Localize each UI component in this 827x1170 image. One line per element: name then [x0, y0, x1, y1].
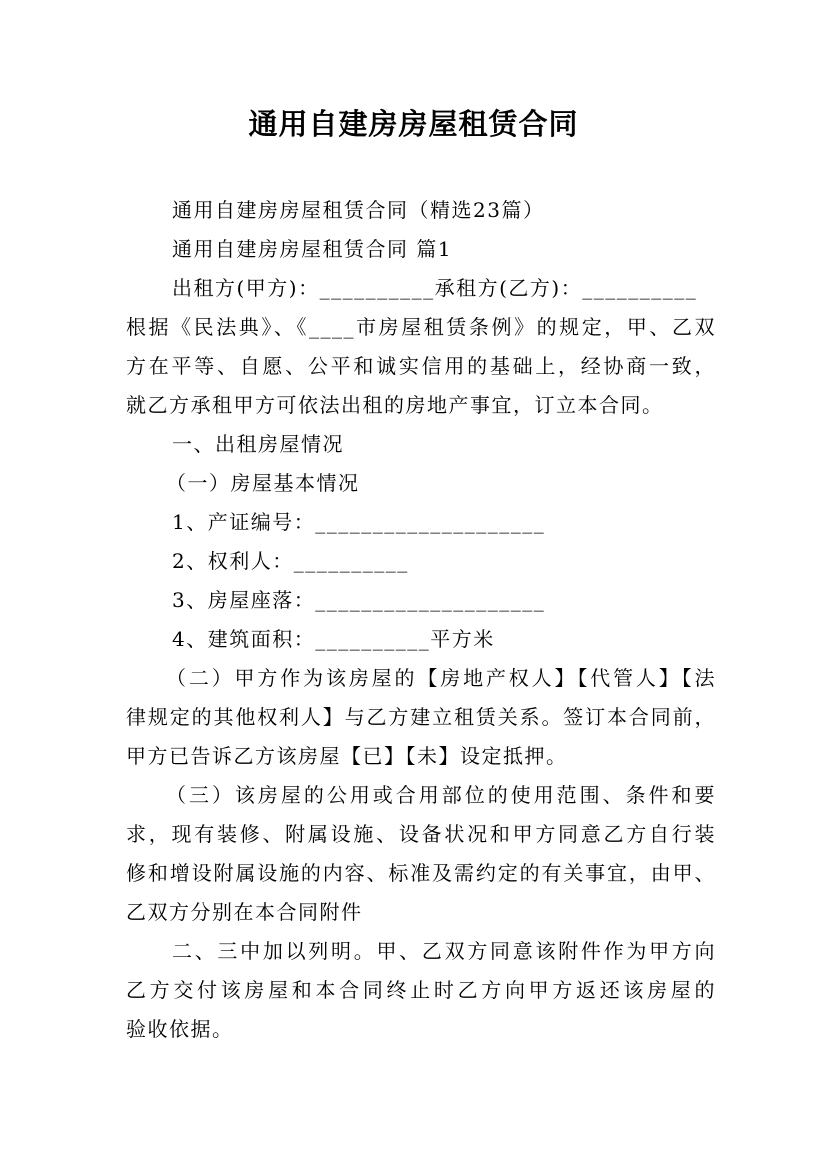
- paragraph-line: 就乙方承租甲方可依法出租的房地产事宜，订立本合同。: [126, 393, 664, 417]
- document-body: [126, 191, 716, 1049]
- subtitle-line: 通用自建房房屋租赁合同（精选23篇）: [172, 198, 545, 222]
- paragraph-line: （三）该房屋的公用或合用部位的使用范围、条件和要: [166, 783, 716, 807]
- paragraph-line: 律规定的其他权利人】与乙方建立租赁关系。签订本合同前，: [126, 705, 716, 729]
- paragraph-line: 二、三中加以列明。甲、乙双方同意该附件作为甲方向: [172, 939, 716, 963]
- paragraph-line: （二）甲方作为该房屋的【房地产权人】【代管人】【法: [166, 666, 716, 690]
- sub-clause-heading: （一）房屋基本情况: [166, 471, 360, 495]
- field-line: 1、产证编号：____________________: [172, 510, 546, 534]
- paragraph-line: 方在平等、自愿、公平和诚实信用的基础上，经协商一致，: [126, 354, 716, 378]
- document-title: 通用自建房房屋租赁合同: [248, 107, 579, 141]
- paragraph-line: 修和增设附属设施的内容、标准及需约定的有关事宜，由甲、: [126, 861, 716, 885]
- paragraph-line: 甲方已告诉乙方该房屋【已】【未】设定抵押。: [126, 744, 568, 768]
- paragraph-line: 根据《民法典》、《____市房屋租赁条例》的规定，甲、乙双: [126, 315, 716, 339]
- paragraph-line: 求，现有装修、附属设施、设备状况和甲方同意乙方自行装: [126, 822, 716, 846]
- clause-heading: 一、出租房屋情况: [172, 432, 344, 456]
- field-line: 4、建筑面积：__________平方米: [172, 627, 495, 651]
- paragraph-line: 乙双方分别在本合同附件: [126, 900, 363, 924]
- parties-line: 出租方(甲方)：__________承租方(乙方)：__________: [172, 276, 698, 300]
- paragraph-line: 验收依据。: [126, 1017, 234, 1041]
- section-heading: 通用自建房房屋租赁合同 篇1: [172, 237, 453, 261]
- field-line: 3、房屋座落：____________________: [172, 588, 546, 612]
- paragraph-line: 乙方交付该房屋和本合同终止时乙方向甲方返还该房屋的: [126, 978, 716, 1002]
- field-line: 2、权利人：__________: [172, 549, 409, 573]
